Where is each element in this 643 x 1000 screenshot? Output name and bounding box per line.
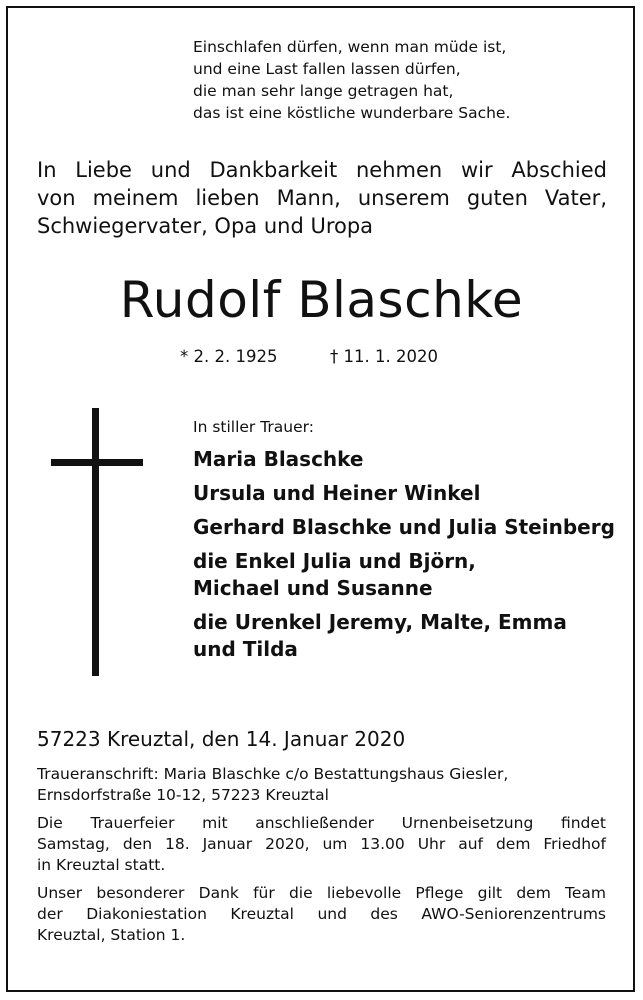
place-date: 57223 Kreuztal, den 14. Januar 2020 bbox=[37, 727, 406, 751]
cross-icon-bar bbox=[51, 459, 143, 466]
life-dates bbox=[180, 346, 480, 368]
mourner-group bbox=[193, 514, 613, 541]
thanks-line: Unser besonderer Dank für die liebevolle Pflege gilt dem Team bbox=[37, 884, 606, 902]
mourner-group bbox=[193, 609, 613, 663]
poem-line: und eine Last fallen lassen dürfen, bbox=[193, 60, 461, 78]
poem-line: das ist eine köstliche wunderbare Sache. bbox=[193, 104, 511, 122]
mourner-line: Michael und Susanne bbox=[193, 576, 433, 600]
mourner-line: und Tilda bbox=[193, 637, 298, 661]
mourner-group bbox=[193, 480, 613, 507]
mourners-label: In stiller Trauer: bbox=[193, 418, 314, 436]
address-paragraph bbox=[37, 764, 606, 806]
mourner-line: Maria Blaschke bbox=[193, 447, 364, 471]
mourner-line: Gerhard Blaschke und Julia Steinberg bbox=[193, 515, 615, 539]
death-date: † 11. 1. 2020 bbox=[330, 347, 438, 366]
mourner-line: die Enkel Julia und Björn, bbox=[193, 549, 476, 573]
deceased-name: Rudolf Blaschke bbox=[119, 271, 524, 329]
poem bbox=[193, 36, 613, 124]
cross-icon bbox=[92, 408, 99, 676]
ceremony-line: Die Trauerfeier mit anschließender Urnenbeisetzung findet bbox=[37, 814, 606, 832]
info-section bbox=[37, 764, 606, 953]
intro-text bbox=[37, 156, 607, 240]
poem-line: die man sehr lange getragen hat, bbox=[193, 82, 454, 100]
intro-line: In Liebe und Dankbarkeit nehmen wir Abschied bbox=[37, 158, 607, 182]
thanks-line: Kreuztal, Station 1. bbox=[37, 926, 186, 944]
ceremony-line: Samstag, den 18. Januar 2020, um 13.00 Uhr auf dem Friedhof bbox=[37, 835, 606, 853]
mourner-line: Ursula und Heiner Winkel bbox=[193, 481, 481, 505]
birth-date: * 2. 2. 1925 bbox=[180, 347, 278, 366]
mourner-line: die Urenkel Jeremy, Malte, Emma bbox=[193, 610, 567, 634]
thanks-line: der Diakoniestation Kreuztal und des AWO-Seniorenzentrums bbox=[37, 905, 606, 923]
intro-line: Schwiegervater, Opa und Uropa bbox=[37, 214, 374, 238]
address-line: Traueranschrift: Maria Blaschke c/o Bestattungshaus Giesler, bbox=[37, 765, 509, 783]
thanks-paragraph bbox=[37, 883, 606, 946]
address-line: Ernsdorfstraße 10-12, 57223 Kreuztal bbox=[37, 786, 329, 804]
ceremony-paragraph bbox=[37, 813, 606, 876]
poem-line: Einschlafen dürfen, wenn man müde ist, bbox=[193, 38, 507, 56]
mourner-group bbox=[193, 446, 613, 473]
mourners-list bbox=[193, 446, 613, 670]
mourner-group bbox=[193, 548, 613, 602]
ceremony-line: in Kreuztal statt. bbox=[37, 856, 166, 874]
intro-line: von meinem lieben Mann, unserem guten Vater, bbox=[37, 186, 607, 210]
